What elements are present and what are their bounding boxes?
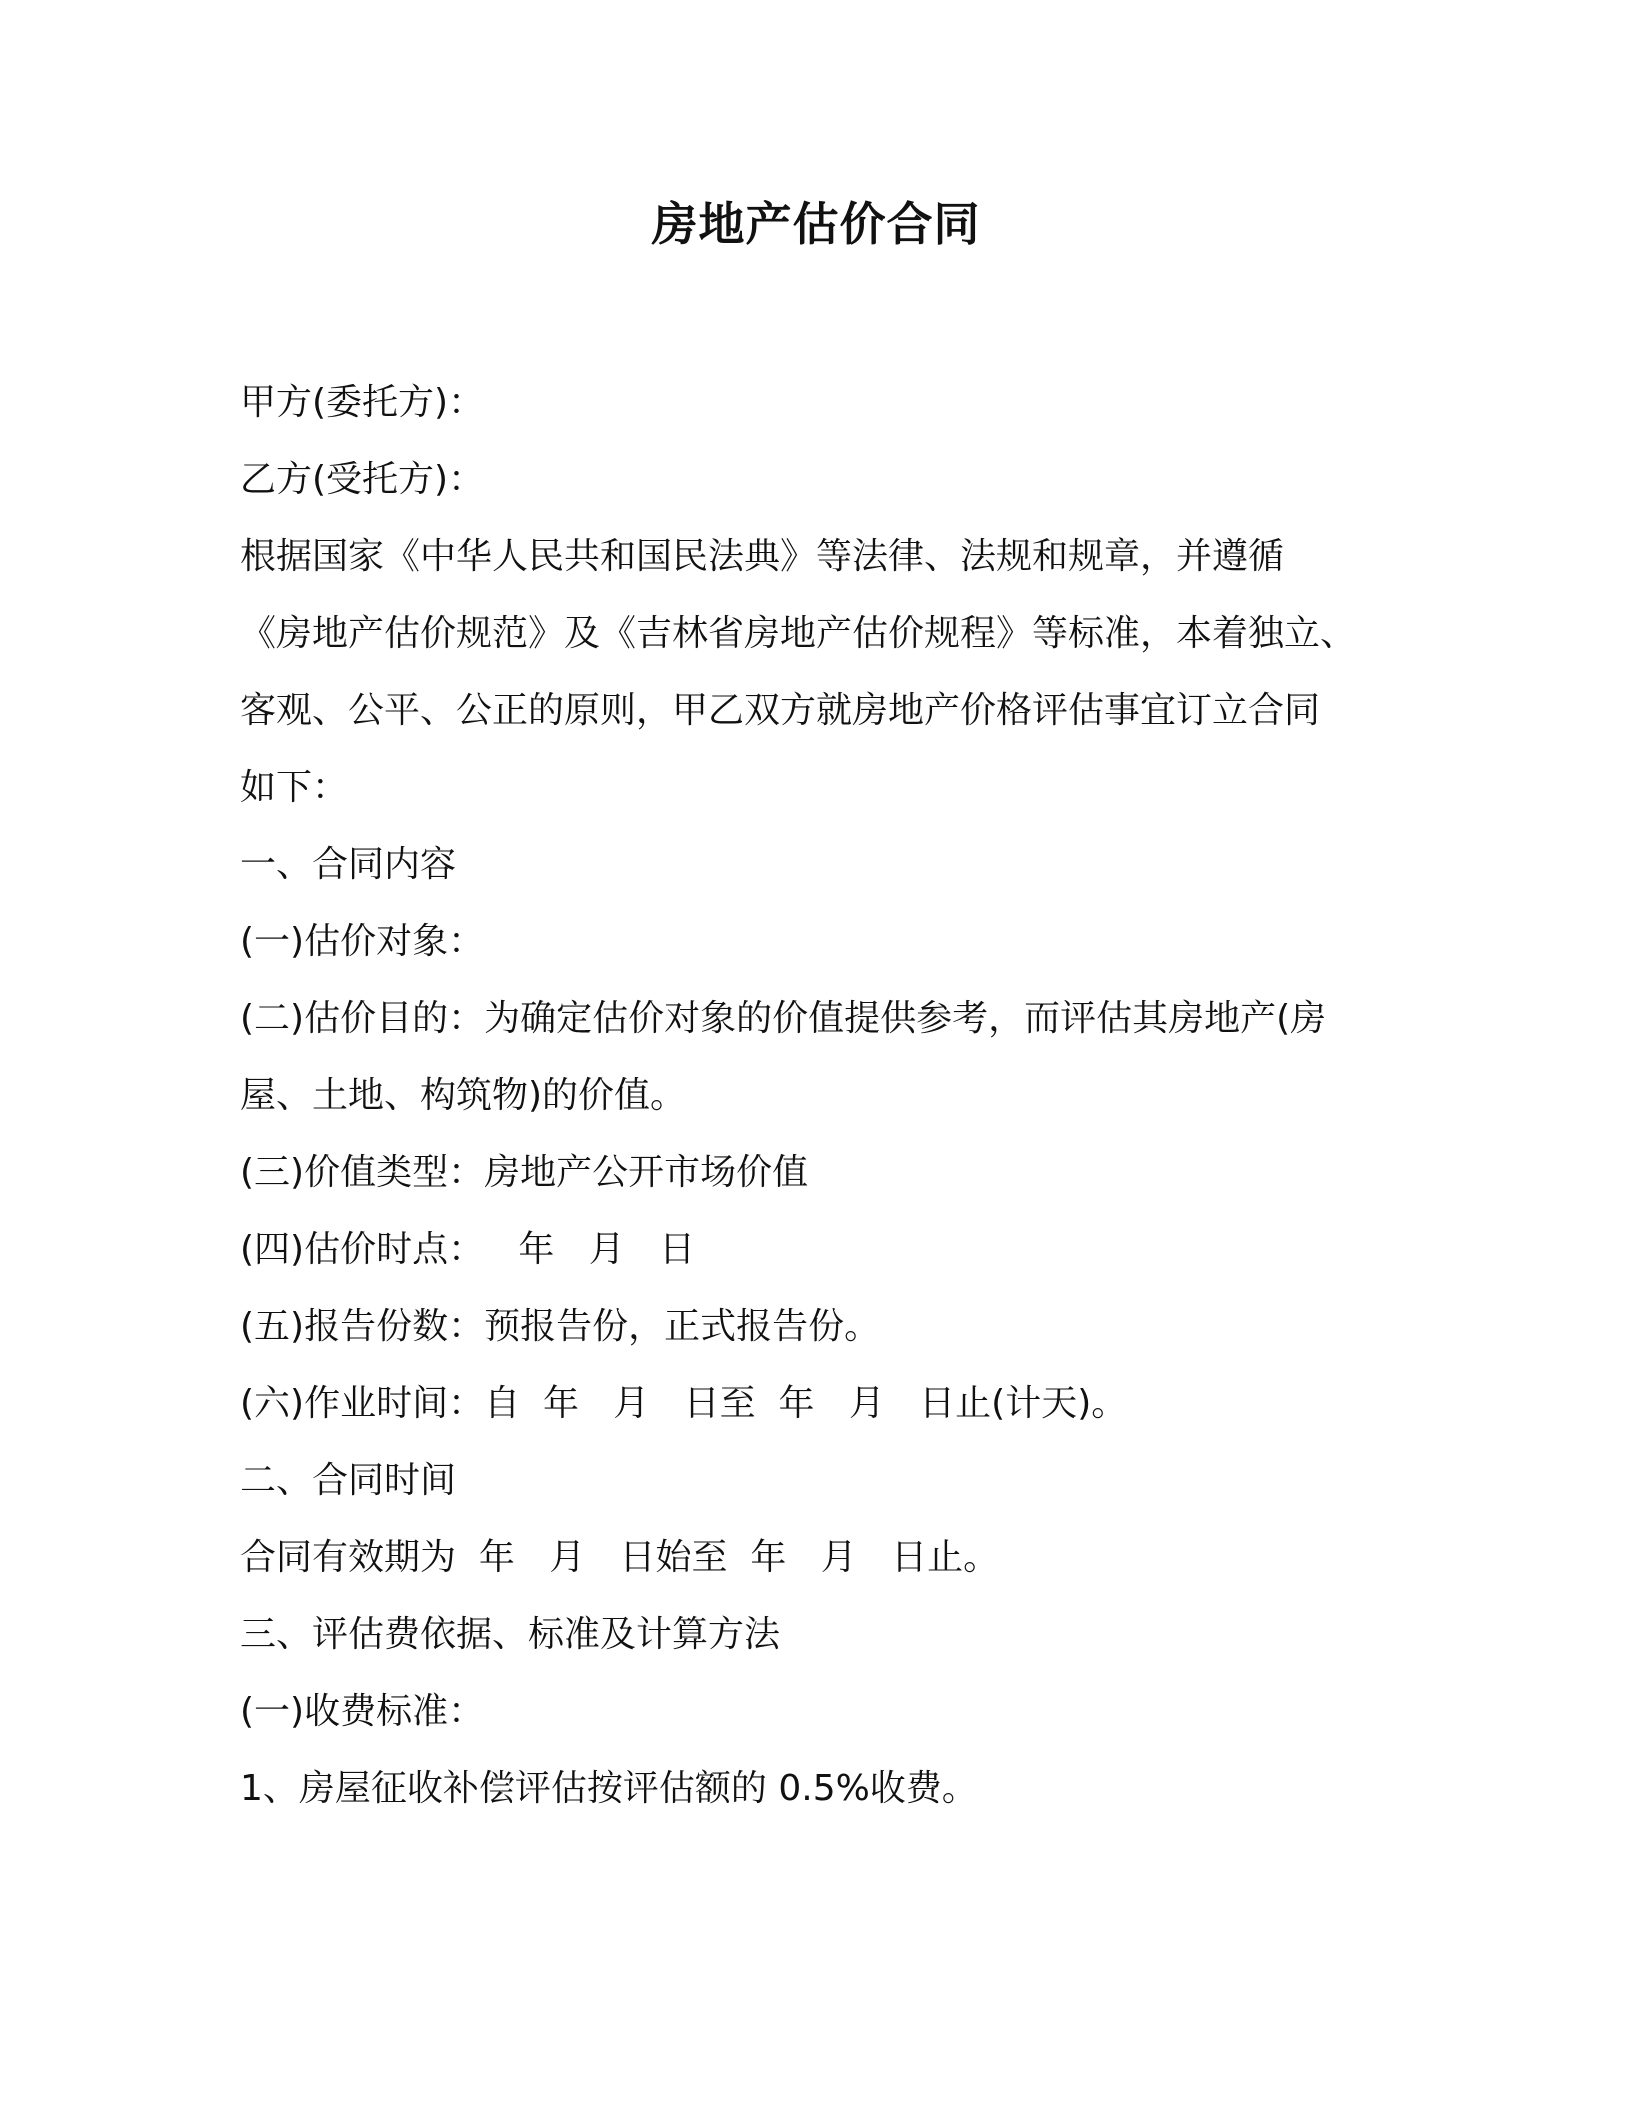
preamble-line-1: 根据国家《中华人民共和国民法典》等法律、法规和规章，并遵循: [240, 536, 1285, 577]
clause-work-period: (六)作业时间：自 年 月 日至 年 月 日止(计天)。: [240, 1383, 1128, 1424]
clause-valuation-purpose-2: 屋、土地、构筑物)的价值。: [240, 1075, 687, 1116]
document-body: [240, 364, 1420, 1827]
section-heading-fee-basis: 三、评估费依据、标准及计算方法: [240, 1614, 781, 1655]
preamble-line-4: 如下：: [240, 767, 349, 808]
section-heading-contract-content: 一、合同内容: [240, 844, 457, 885]
preamble-line-3: 客观、公平、公正的原则，甲乙双方就房地产价格评估事宜订立合同: [240, 690, 1321, 731]
fee-item-1: 1、房屋征收补偿评估按评估额的 0.5%收费。: [240, 1768, 978, 1809]
party-b-line: 乙方(受托方)：: [240, 459, 485, 500]
section-heading-contract-term: 二、合同时间: [240, 1460, 457, 1501]
clause-valuation-date: (四)估价时点： 年 月 日: [240, 1229, 696, 1270]
clause-value-type: (三)价值类型：房地产公开市场价值: [240, 1152, 809, 1193]
preamble-line-2: 《房地产估价规范》及《吉林省房地产估价规程》等标准，本着独立、: [240, 613, 1357, 654]
document-title: 房地产估价合同: [651, 197, 981, 251]
contract-validity-line: 合同有效期为 年 月 日始至 年 月 日止。: [240, 1537, 1000, 1578]
clause-valuation-object: (一)估价对象：: [240, 921, 485, 962]
clause-report-copies: (五)报告份数：预报告份，正式报告份。: [240, 1306, 881, 1347]
clause-fee-standard: (一)收费标准：: [240, 1691, 485, 1732]
party-a-line: 甲方(委托方)：: [240, 382, 485, 423]
clause-valuation-purpose-1: (二)估价目的：为确定估价对象的价值提供参考，而评估其房地产(房: [240, 998, 1327, 1039]
